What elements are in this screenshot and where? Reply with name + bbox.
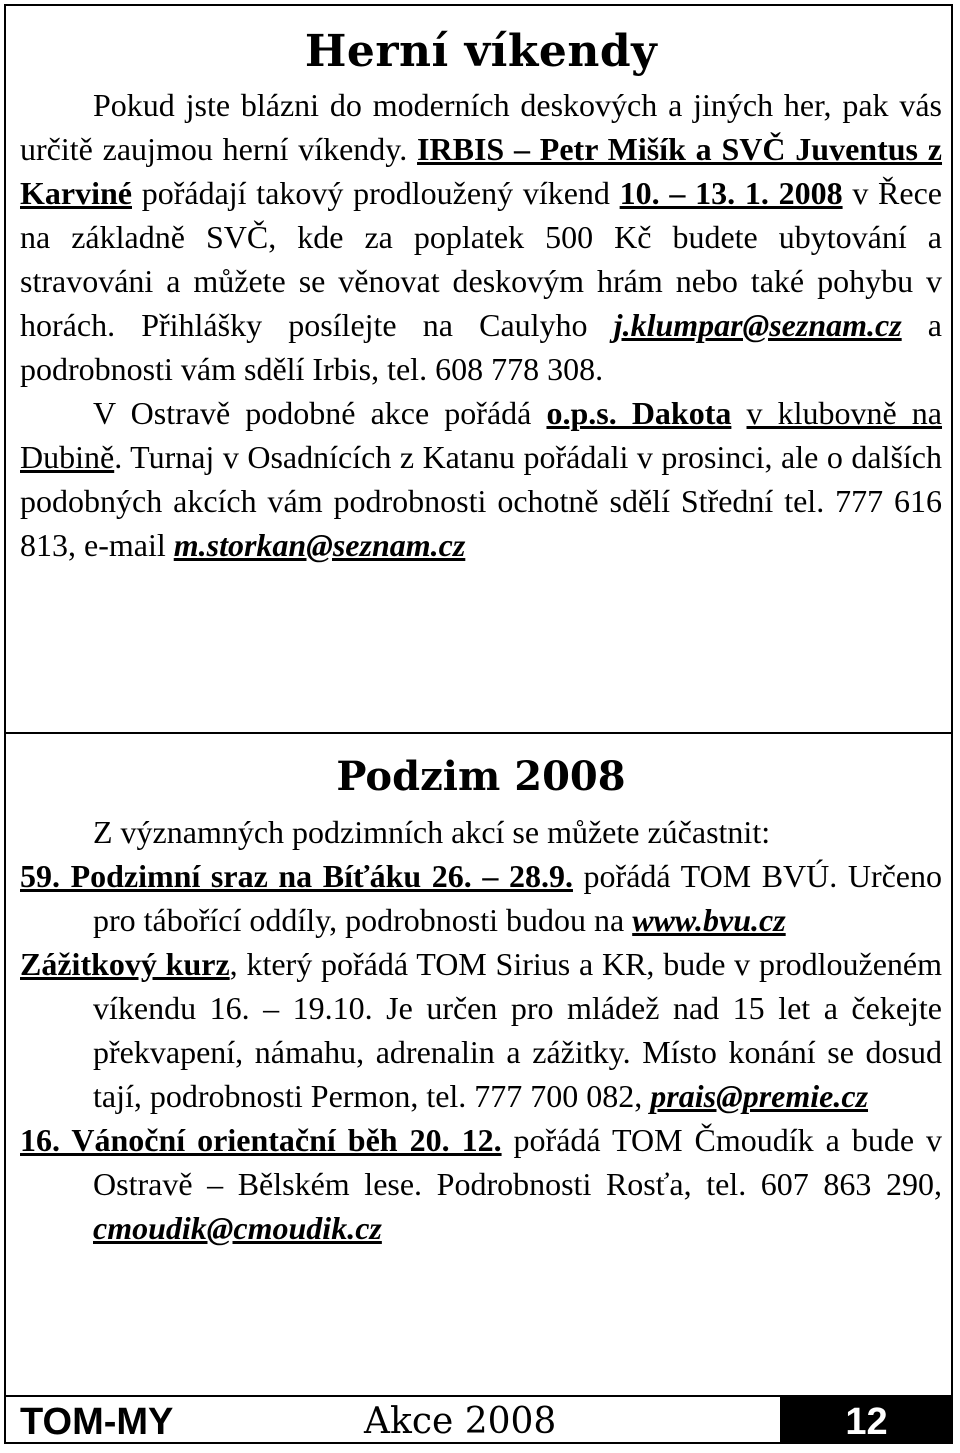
event-name-bitak: 59. Podzimní sraz na Bíťáku 26. – 28.9.: [20, 858, 573, 894]
event-zazitkovy-kurz: [20, 942, 942, 1118]
text: v Řece na základně SVČ, kde za poplatek 500 Kč budete ubytování a stravováni a můžete se věnovat deskovým hrám nebo také pohybu v horách. Přihlášky posílejte na Caulyho: [20, 175, 942, 343]
footer-publication-title: TOM-MY: [20, 1401, 174, 1443]
text: a podrobnosti vám sdělí Irbis, tel. 608 778 308.: [20, 307, 943, 387]
organizer-dakota: o.p.s. Dakota: [546, 395, 732, 431]
text: V Ostravě podobné akce pořádá: [93, 395, 547, 431]
place-klubovna: v klubovně na Dubině: [20, 395, 943, 475]
event-bitak: [20, 854, 942, 942]
page-footer: [4, 1397, 953, 1444]
section-title-podzim-2008: Podzim 2008: [336, 753, 626, 800]
section-herni-vikendy: [20, 0, 942, 567]
email-link-storkan[interactable]: m.storkan@seznam.cz: [173, 527, 466, 563]
section-podzim-2008: [20, 735, 942, 1250]
text: pořádá TOM Čmoudík a bude v Ostravě – Bělském lese. Podrobnosti Rosťa, tel. 607 863 290,: [93, 1122, 943, 1202]
footer-page-number: 12: [780, 1397, 953, 1444]
event-name-vanocni-beh: 16. Vánoční orientační běh 20. 12.: [20, 1122, 502, 1158]
organizer-irbis: IRBIS – Petr Mišík a SVČ Juventus z Karviné: [20, 131, 943, 211]
section-divider: [4, 732, 953, 734]
event-name-zazitkovy-kurz: Zážitkový kurz: [20, 946, 230, 982]
footer-section-name: Akce 2008: [364, 1401, 557, 1442]
text: pořádají takový prodloužený víkend: [131, 175, 620, 211]
text: . Turnaj v Osadnících z Katanu pořádali v prosinci, ale o dalších podobných akcích vám podrobnosti ochotně sdělí Střední tel. 777 616 813, e-mail: [20, 439, 942, 563]
email-link-prais[interactable]: prais@premie.cz: [650, 1078, 869, 1114]
paragraph-irbis: [20, 83, 942, 391]
email-link-cmoudik[interactable]: cmoudik@cmoudik.cz: [93, 1210, 382, 1246]
section-title-herni-vikendy: Herní víkendy: [304, 26, 658, 77]
paragraph-intro: Z významných podzimních akcí se můžete zúčastnit:: [93, 814, 771, 850]
web-link-bvu[interactable]: www.bvu.cz: [632, 902, 786, 938]
event-vanocni-beh: [20, 1118, 942, 1250]
text: [731, 395, 746, 431]
paragraph-dakota: [20, 391, 942, 567]
event-date: 10. – 13. 1. 2008: [619, 175, 843, 211]
email-link-caulyho[interactable]: j.klumpar@seznam.cz: [613, 307, 902, 343]
text: , který pořádá TOM Sirius a KR, bude v prodlouženém víkendu 16. – 19.10. Je určen pro mládež nad 15 let a čekejte překvapení, námahu, adrenalin a zážitky. Místo konání se dosud tají, podrobnosti Permon, tel. 777 700 082,: [93, 946, 943, 1114]
text: Pokud jste blázni do moderních deskových a jiných her, pak vás určitě zaujmou herní víkendy.: [20, 87, 942, 167]
text: pořádá TOM BVÚ. Určeno pro tábořící oddíly, podrobnosti budou na: [93, 858, 943, 938]
